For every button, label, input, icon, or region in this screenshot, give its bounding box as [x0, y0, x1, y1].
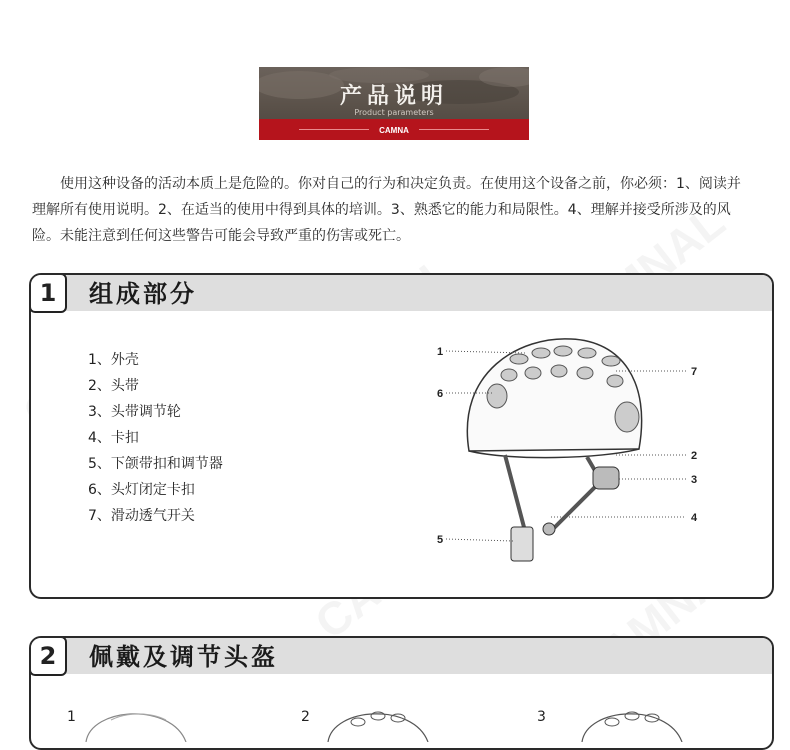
step-helmet-illustration [323, 702, 433, 742]
helmet-diagram [401, 331, 711, 581]
intro-text: 使用这种设备的活动本质上是危险的。你对自己的行为和决定负责。在使用这个设备之前，你必须：1、阅读并理解所有使用说明。2、在适当的使用中得到具体的培训。3、熟悉它的能力和局限性。4、理解并接受所涉及的风险。未能注意到任何这些警告可能会导致严重的伤害或死亡。 [32, 176, 741, 244]
step-number: 2 [301, 709, 310, 725]
list-item: 5、下颌带扣和调节器 [88, 456, 223, 472]
step-number: 3 [537, 709, 546, 725]
step-helmet-illustration [577, 702, 687, 742]
callout-1: 1 [437, 346, 444, 358]
section-number: 2 [29, 636, 67, 676]
banner-subtitle: Product parameters [354, 108, 434, 117]
list-item: 2、头带 [88, 378, 139, 394]
banner-brand: CAMNA [379, 126, 409, 135]
parts-list [88, 347, 223, 529]
list-item: 1、外壳 [88, 352, 139, 368]
section-title: 佩戴及调节头盔 [89, 643, 278, 671]
callout-6: 6 [437, 388, 444, 400]
callout-5: 5 [437, 534, 444, 546]
list-item: 7、滑动透气开关 [88, 508, 195, 524]
section-number: 1 [29, 273, 67, 313]
banner-title: 产品说明 [339, 84, 448, 109]
callout-4: 4 [691, 512, 698, 524]
list-item: 3、头带调节轮 [88, 404, 181, 420]
callout-2: 2 [691, 450, 698, 462]
clip [543, 523, 555, 535]
section-components [29, 273, 774, 599]
helmet-strap [505, 455, 601, 531]
callout-3: 3 [691, 474, 698, 486]
list-item: 4、卡扣 [88, 430, 139, 446]
list-item: 6、头灯闭定卡扣 [88, 482, 195, 498]
callout-7: 7 [691, 366, 698, 378]
buckle [511, 527, 533, 561]
step-number: 1 [67, 709, 76, 725]
step-helmet-illustration [81, 702, 191, 742]
product-parameters-banner [259, 67, 529, 140]
intro-paragraph [32, 171, 752, 249]
section-title: 组成部分 [89, 280, 197, 308]
adjust-wheel [593, 467, 619, 489]
section-wearing [29, 636, 774, 750]
